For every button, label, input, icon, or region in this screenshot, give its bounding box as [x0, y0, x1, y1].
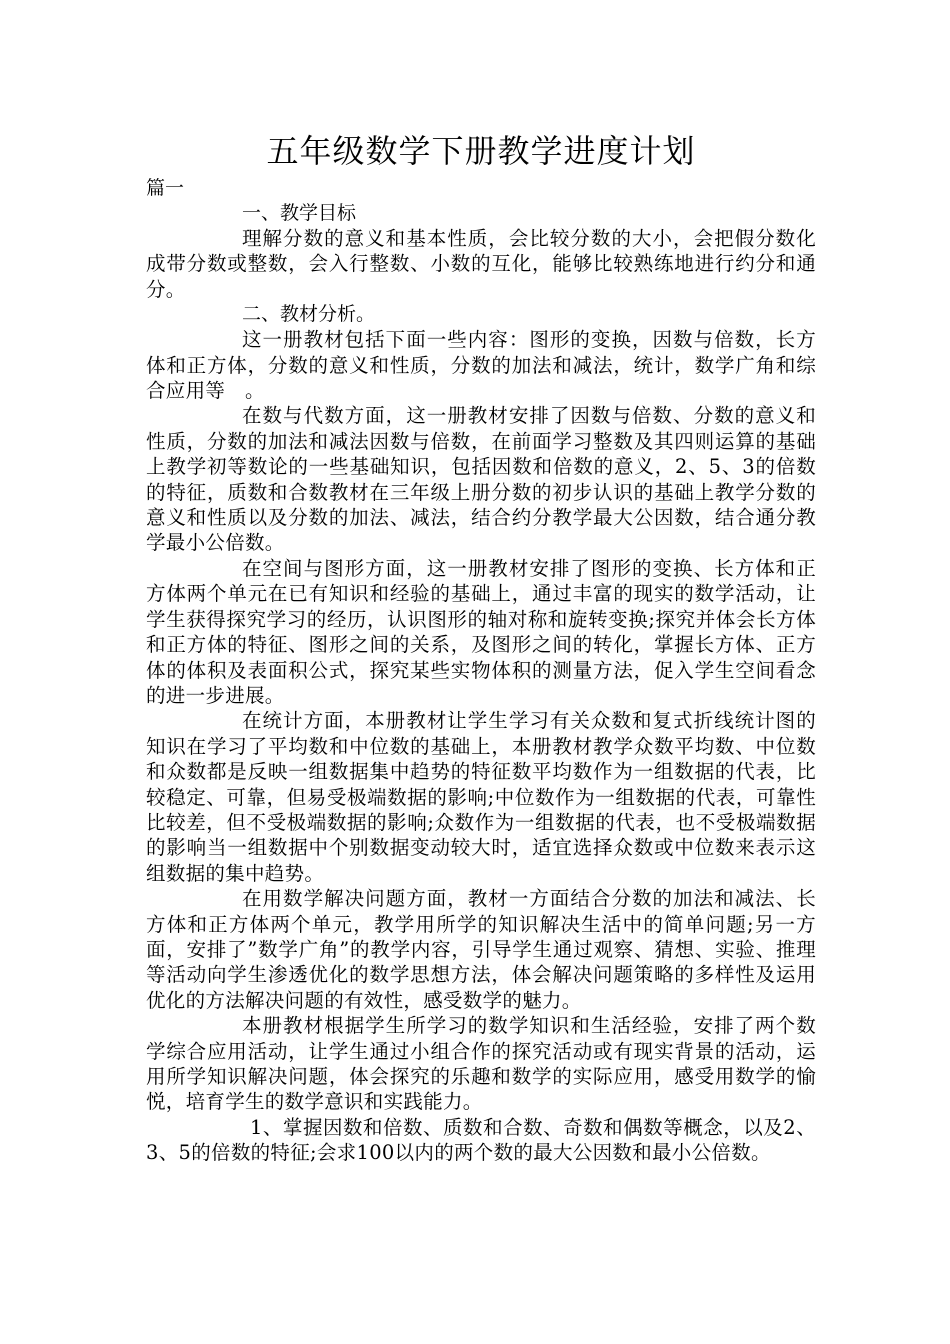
heading-teaching-goals: 一、教学目标 [242, 202, 357, 224]
document-page [146, 126, 816, 1166]
paragraph-application: 本册教材根据学生所学习的数学知识和生活经验，安排了两个数学综合应用活动，让学生通过小组合作的探究活动或有现实背景的活动，运用所学知识解决问题，体会探究的乐趣和数学的实际应用，感受用数学的愉悦，培育学生的数学意识和实践能力。 [146, 1014, 816, 1114]
paragraph-list-item-1: 1、掌握因数和倍数、质数和合数、奇数和偶数等概念，以及2、3、5的倍数的特征;会求100以内的两个数的最大公因数和最小公倍数。 [146, 1115, 816, 1165]
section-label: 篇一 [146, 177, 185, 199]
paragraph-contents: 这一册教材包括下面一些内容：图形的变换，因数与倍数，长方体和正方体，分数的意义和性质，分数的加法和减法，统计，数学广角和综合应用等 。 [146, 328, 816, 403]
paragraph-space-geometry: 在空间与图形方面，这一册教材安排了图形的变换、长方体和正方体两个单元在已有知识和经验的基础上，通过丰富的现实的数学活动，让学生获得探究学习的经历，认识图形的轴对称和旋转变换;探究并体会长方体和正方体的特征、图形之间的关系，及图形之间的转化，掌握长方体、正方体的体积及表面积公式，探究某些实物体积的测量方法，促入学生空间看念的进一步进展。 [146, 556, 816, 707]
paragraph-statistics: 在统计方面，本册教材让学生学习有关众数和复式折线统计图的知识在学习了平均数和中位数的基础上，本册教材教学众数平均数、中位数和众数都是反映一组数据集中趋势的特征数平均数作为一组数据的代表，比较稳定、可靠，但易受极端数据的影响;中位数作为一组数据的代表，可靠性比较差，但不受极端数据的影响;众数作为一组数据的代表，也不受极端数据的影响当一组数据中个别数据变动较大时，适宜选择众数或中位数来表示这组数据的集中趋势。 [146, 709, 816, 885]
document-title: 五年级数学下册教学进度计划 [266, 132, 696, 170]
heading-textbook-analysis: 二、教材分析。 [242, 303, 376, 326]
paragraph-goals: 理解分数的意义和基本性质，会比较分数的大小，会把假分数化成带分数或整数，会入行整数、小数的互化，能够比较熟练地进行约分和通分。 [146, 227, 816, 301]
paragraph-problem-solving: 在用数学解决问题方面，教材一方面结合分数的加法和减法、长方体和正方体两个单元，教学用所学的知识解决生活中的简单问题;另一方面，安排了”数学广角”的教学内容，引导学生通过观察、猜想、实验、推理等活动向学生渗透优化的数学思想方法，体会解决问题策略的多样性及运用优化的方法解决问题的有效性，感受数学的魅力。 [146, 887, 816, 1012]
paragraph-number-algebra: 在数与代数方面，这一册教材安排了因数与倍数、分数的意义和性质，分数的加法和减法因数与倍数，在前面学习整数及其四则运算的基础上教学初等数论的一些基础知识，包括因数和倍数的意义，2、5、3的倍数的特征，质数和合数教材在三年级上册分数的初步认识的基础上教学分数的意义和性质以及分数的加法、减法，结合约分教学最大公因数，结合通分教学最小公倍数。 [146, 404, 816, 555]
